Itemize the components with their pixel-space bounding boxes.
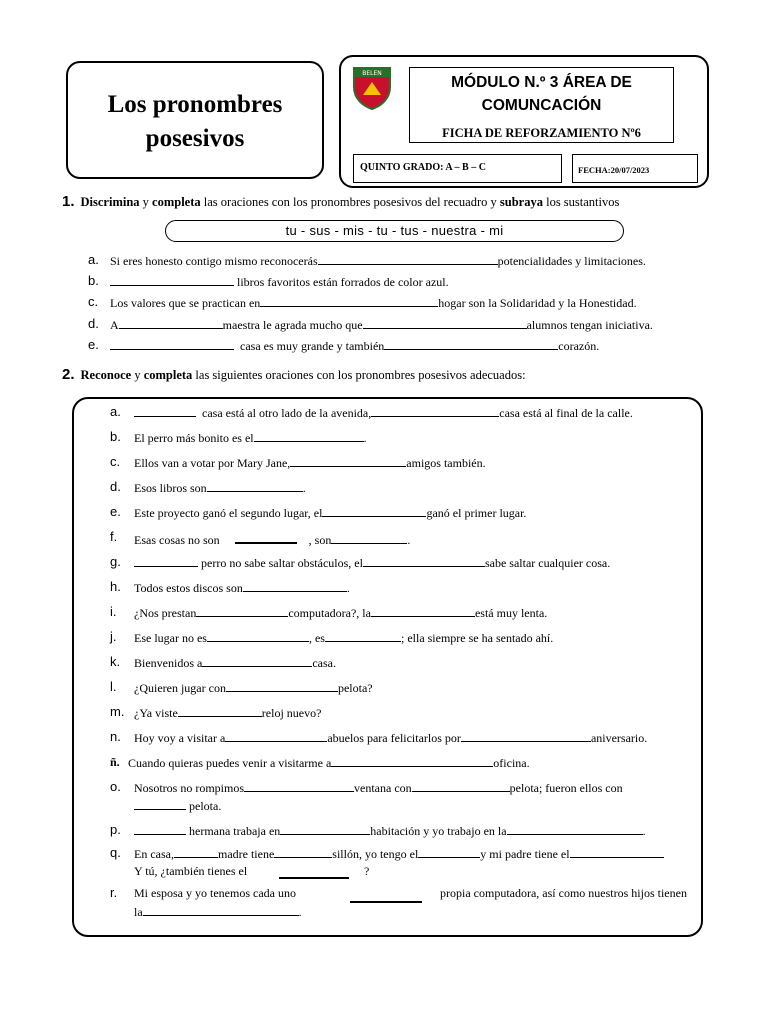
answer-blank[interactable] xyxy=(110,338,234,350)
answer-blank[interactable] xyxy=(322,505,426,517)
module-title-line1: MÓDULO N.º 3 ÁREA DE xyxy=(451,74,632,91)
item-text: casa está al final de la calle. xyxy=(499,406,633,420)
item-text: la xyxy=(134,905,143,919)
item-text: pelota? xyxy=(337,681,373,695)
instruction-text: las siguientes oraciones con los pronombres posesivos adecuados: xyxy=(192,368,526,382)
item-letter: l. xyxy=(110,679,117,694)
item-text: Nosotros no rompimos xyxy=(134,781,245,795)
item-letter: h. xyxy=(110,579,121,594)
item-text: En casa, xyxy=(134,847,174,861)
page-title xyxy=(66,88,324,156)
date-label: FECHA:20/07/2023 xyxy=(578,165,650,175)
shield-icon xyxy=(351,65,393,111)
item-text: amigos también. xyxy=(406,456,486,470)
answer-blank[interactable] xyxy=(243,580,347,592)
item-text: ganó el primer lugar. xyxy=(426,506,527,520)
item-text: Hoy voy a visitar a xyxy=(134,731,226,745)
item-text: oficina. xyxy=(493,756,530,770)
answer-blank[interactable] xyxy=(363,317,527,329)
item-letter: b. xyxy=(88,273,99,288)
answer-blank[interactable] xyxy=(331,532,407,544)
item-text: A xyxy=(110,318,119,332)
answer-blank[interactable] xyxy=(244,780,354,792)
answer-blank[interactable] xyxy=(418,846,480,858)
answer-blank[interactable] xyxy=(412,780,510,792)
section1-number: 1. xyxy=(62,193,75,210)
item-letter: q. xyxy=(110,845,121,860)
item-letter: n. xyxy=(110,729,121,744)
answer-blank[interactable] xyxy=(235,530,297,544)
item-letter: k. xyxy=(110,654,121,669)
item-text: computadora?, la xyxy=(288,606,371,620)
answer-blank[interactable] xyxy=(254,430,364,442)
answer-blank[interactable] xyxy=(325,630,401,642)
item-text: sabe saltar cualquier cosa. xyxy=(484,556,611,570)
answer-blank[interactable] xyxy=(318,253,498,265)
item-letter: b. xyxy=(110,429,121,444)
answer-blank[interactable] xyxy=(143,904,299,916)
instruction-keyword: subraya xyxy=(499,195,543,209)
item-text: , es xyxy=(308,631,325,645)
item-text: Ese lugar no es xyxy=(134,631,207,645)
item-text: alumnos tengan iniciativa. xyxy=(526,318,653,332)
item-letter: e. xyxy=(88,337,99,352)
item-letter: r. xyxy=(110,885,118,900)
section2-number: 2. xyxy=(62,366,75,383)
answer-blank[interactable] xyxy=(371,605,475,617)
answer-blank[interactable] xyxy=(225,730,327,742)
answer-blank[interactable] xyxy=(119,317,223,329)
answer-blank[interactable] xyxy=(226,680,338,692)
answer-blank[interactable] xyxy=(202,655,312,667)
item-text: . xyxy=(298,905,302,919)
item-text: ? xyxy=(364,864,370,878)
answer-blank[interactable] xyxy=(134,823,186,835)
answer-blank[interactable] xyxy=(110,274,234,286)
item-text: abuelos para felicitarlos por xyxy=(327,731,461,745)
answer-blank[interactable] xyxy=(174,846,218,858)
item-text: hogar son la Solidaridad y la Honestidad. xyxy=(438,296,637,310)
answer-blank[interactable] xyxy=(196,605,288,617)
item-text: Bienvenidos a xyxy=(134,656,203,670)
item-text: . xyxy=(346,581,350,595)
instruction-text: y xyxy=(139,195,153,209)
item-text: Cuando quieras puedes venir a visitarme a xyxy=(128,756,332,770)
item-text: y mi padre tiene el xyxy=(480,847,570,861)
item-text: madre tiene xyxy=(217,847,275,861)
item-text: maestra le agrada mucho que xyxy=(222,318,363,332)
ficha-label: FICHA DE REFORZAMIENTO Nº6 xyxy=(442,126,641,140)
answer-blank[interactable] xyxy=(134,555,198,567)
item-text: ¿Nos prestan xyxy=(134,606,197,620)
item-text: Y tú, ¿también tienes el xyxy=(134,864,248,878)
item-letter: f. xyxy=(110,529,118,544)
item-letter: p. xyxy=(110,822,121,837)
item-letter: e. xyxy=(110,504,121,519)
answer-blank[interactable] xyxy=(570,846,664,858)
item-text: libros favoritos están forrados de color azul. xyxy=(237,275,449,289)
item-letter: c. xyxy=(88,294,99,309)
item-text: . xyxy=(642,824,646,838)
item-text: Todos estos discos son xyxy=(134,581,243,595)
answer-blank[interactable] xyxy=(363,555,485,567)
instruction-text: y xyxy=(131,368,144,382)
school-crest xyxy=(351,65,393,111)
item-letter: a. xyxy=(88,252,99,267)
item-text: reloj nuevo? xyxy=(261,706,322,720)
item-text: perro no sabe saltar obstáculos, el xyxy=(201,556,363,570)
item-text: está muy lenta. xyxy=(474,606,548,620)
item-text: casa. xyxy=(312,656,336,670)
item-text: corazón. xyxy=(558,339,600,353)
word-bank: tu - sus - mis - tu - tus - nuestra - mi xyxy=(285,223,504,238)
item-text: hermana trabaja en xyxy=(189,824,281,838)
item-text: Esos libros son xyxy=(134,481,207,495)
answer-blank[interactable] xyxy=(461,730,591,742)
item-text: casa está al otro lado de la avenida, xyxy=(202,406,372,420)
answer-blank[interactable] xyxy=(350,901,422,903)
item-text: potencialidades y limitaciones. xyxy=(497,254,646,268)
item-text: Si eres honesto contigo mismo reconocerás xyxy=(110,254,318,268)
item-text: . xyxy=(363,431,367,445)
item-text: Los valores que se practican en xyxy=(110,296,261,310)
instruction-keyword: Discrimina xyxy=(80,195,140,209)
item-text: pelota; fueron ellos con xyxy=(509,781,623,795)
page-title-line2: posesivos xyxy=(145,125,245,152)
answer-blank[interactable] xyxy=(507,823,643,835)
answer-blank[interactable] xyxy=(290,455,406,467)
module-title-line2: COMUNCACIÓN xyxy=(481,97,602,114)
answer-blank[interactable] xyxy=(371,405,499,417)
item-text: ¿Ya viste xyxy=(134,706,178,720)
item-text: El perro más bonito es el xyxy=(134,431,254,445)
item-text: . xyxy=(407,533,411,547)
instruction-keyword: completa xyxy=(152,195,201,209)
instruction-text: los sustantivos xyxy=(542,195,620,209)
page-title-line1: Los pronombres xyxy=(107,91,283,118)
item-letter: c. xyxy=(110,454,121,469)
answer-blank[interactable] xyxy=(207,630,309,642)
item-text: . xyxy=(302,481,306,495)
item-text: Ellos van a votar por Mary Jane, xyxy=(134,456,291,470)
item-text: pelota. xyxy=(189,799,222,813)
item-text: habitación y yo trabajo en la xyxy=(370,824,507,838)
answer-blank[interactable] xyxy=(274,846,332,858)
item-text: casa es muy grande y también xyxy=(240,339,385,353)
item-letter: o. xyxy=(110,779,121,794)
answer-blank[interactable] xyxy=(134,798,186,810)
list-item-continuation xyxy=(134,864,247,878)
item-text: aniversario. xyxy=(590,731,648,745)
item-text: ¿Quieren jugar con xyxy=(134,681,226,695)
item-text: ; ella siempre se ha sentado ahí. xyxy=(400,631,554,645)
answer-blank[interactable] xyxy=(178,705,262,717)
instruction-text: las oraciones con los pronombres posesivos del recuadro y xyxy=(200,195,500,209)
answer-blank[interactable] xyxy=(280,823,370,835)
list-item-continuation xyxy=(134,904,302,919)
item-letter: d. xyxy=(88,316,99,331)
grade-label: QUINTO GRADO: A – B – C xyxy=(360,162,486,173)
item-letter: g. xyxy=(110,554,121,569)
answer-blank[interactable] xyxy=(134,405,196,417)
answer-blank[interactable] xyxy=(260,295,438,307)
section2-instruction xyxy=(62,366,526,383)
item-text: propia computadora, así como nuestros hijos tienen xyxy=(440,886,687,900)
item-text: ventana con xyxy=(354,781,412,795)
item-letter: a. xyxy=(110,404,121,419)
item-text: , son xyxy=(308,533,332,547)
answer-blank[interactable] xyxy=(279,877,349,879)
section1-instruction xyxy=(62,193,619,210)
item-text: Mi esposa y yo tenemos cada uno xyxy=(134,886,296,900)
list-item-continuation xyxy=(134,798,221,813)
item-letter: i. xyxy=(110,604,117,619)
instruction-keyword: Reconoce xyxy=(80,368,132,382)
item-text: Esas cosas no son xyxy=(134,533,220,547)
item-letter: ñ. xyxy=(110,755,120,769)
item-letter: m. xyxy=(110,704,125,719)
answer-blank[interactable] xyxy=(207,480,303,492)
svg-text:BELEN: BELEN xyxy=(362,70,382,77)
answer-blank[interactable] xyxy=(384,338,558,350)
item-letter: d. xyxy=(110,479,121,494)
item-text: Este proyecto ganó el segundo lugar, el xyxy=(134,506,323,520)
module-title xyxy=(409,71,674,117)
item-text: sillón, yo tengo el xyxy=(332,847,419,861)
instruction-keyword: completa xyxy=(143,368,193,382)
item-letter: j. xyxy=(110,629,117,644)
answer-blank[interactable] xyxy=(331,755,493,767)
